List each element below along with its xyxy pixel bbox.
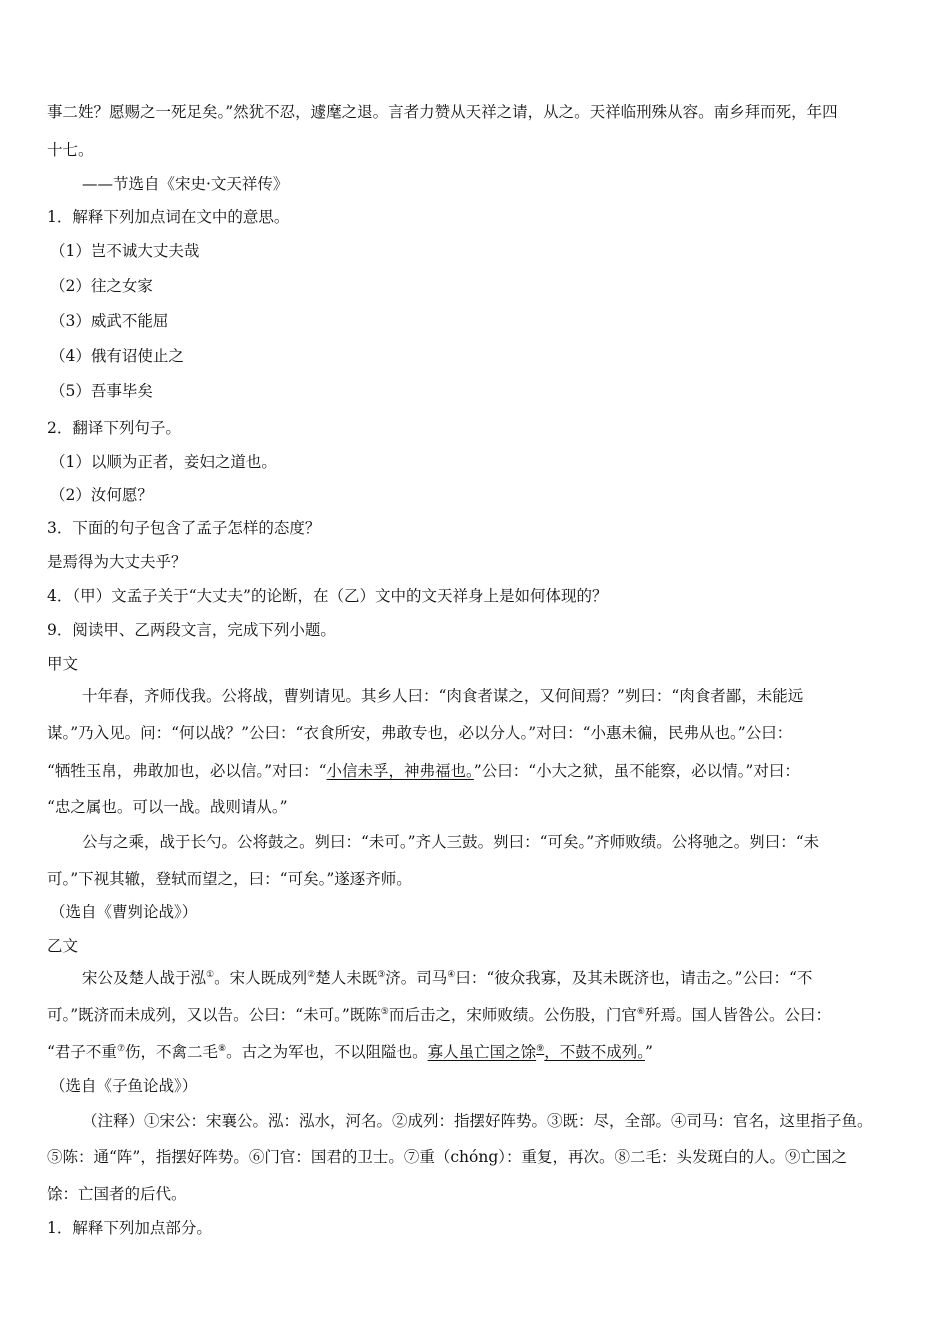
- question-1-item: （2）往之女家: [50, 277, 153, 295]
- notes-line: ⑤陈：通“阵”，指摆好阵势。⑥门官：国君的卫士。⑦重（chóng）：重复，再次。⑧二毛：头发斑白的人。⑨亡国之: [47, 1148, 848, 1166]
- question-3-title: 3．下面的句子包含了孟子怎样的态度？: [47, 519, 321, 537]
- passage-text: 歼焉。国人皆咎公。公曰：: [644, 1006, 831, 1024]
- passage-text: 伤，不禽二毛: [125, 1043, 219, 1061]
- passage-text: 。宋人既成列: [214, 969, 308, 987]
- passage-yi-line: [47, 1042, 910, 1062]
- footnote-marker: ④: [447, 969, 456, 980]
- passage-jia-line: 十年春，齐师伐我。公将战，曹刿请见。其乡人曰：“肉食者谋之，又何间焉？”刿曰：“肉食者鄙，未能远: [82, 687, 804, 705]
- passage-jia-source: （选自《曹刿论战》）: [50, 903, 198, 921]
- footnote-marker: ⑤: [380, 1006, 389, 1017]
- passage-jia-line: 可。”下视其辙，登轼而望之，曰：“可矣。”遂逐齐师。: [47, 870, 412, 888]
- passage-text: 楚人未既: [315, 969, 378, 987]
- question-1-item: （1）岂不诚大丈夫哉: [50, 242, 200, 260]
- passage-jia-line: [47, 761, 910, 781]
- sub-question-1-title: 1．解释下列加点部分。: [47, 1219, 212, 1237]
- footnote-marker: ⑦: [116, 1043, 126, 1054]
- underlined-sentence: 小信未孚，神弗福也。: [326, 762, 474, 780]
- underlined-sentence: 寡人虽亡国之馀: [427, 1043, 537, 1061]
- question-1-item: （4）俄有诏使止之: [50, 347, 184, 365]
- question-2-item: （2）汝何愿？: [50, 486, 153, 504]
- notes-line: 馀：亡国者的后代。: [47, 1185, 187, 1203]
- intro-line-1: 事二姓？愿赐之一死足矣。”然犹不忍，遽麾之退。言者力赞从天祥之请，从之。天祥临刑殊从容。南乡拜而死，年四: [47, 103, 838, 121]
- question-3-sentence: 是焉得为大丈夫乎？: [47, 553, 187, 571]
- passage-text: ”公曰：“小大之狱，虽不能察，必以情。”对曰：: [473, 762, 800, 780]
- footnote-marker: ⑥: [636, 1006, 645, 1017]
- passage-text: 曰：“彼众我寡，及其未既济也，请击之。”公曰：“不: [455, 969, 813, 987]
- question-1-title: 1．解释下列加点词在文中的意思。: [47, 208, 290, 226]
- passage-jia-line: 公与之乘，战于长勺。公将鼓之。刿曰：“未可。”齐人三鼓。刿曰：“可矣。”齐师败绩。公将驰之。刿曰：“未: [82, 833, 820, 851]
- passage-yi-label: 乙文: [47, 937, 79, 955]
- intro-line-2: 十七。: [47, 141, 94, 159]
- question-2-title: 2．翻译下列句子。: [47, 419, 181, 437]
- passage-jia-line: 谋。”乃入见。问：“何以战？”公曰：“衣食所安，弗敢专也，必以分人。”对曰：“小惠未徧，民弗从也。”公曰：: [47, 724, 793, 742]
- question-1-item: （5）吾事毕矣: [50, 382, 153, 400]
- passage-text: 可。”既济而未成列，又以告。公曰：“未可。”既陈: [47, 1006, 381, 1024]
- underlined-sentence: ，不鼓不成列。: [544, 1043, 645, 1061]
- passage-text: “牺牲玉帛，弗敢加也，必以信。”对曰：“: [47, 762, 327, 780]
- passage-jia-line: “忠之属也。可以一战。战则请从。”: [47, 798, 288, 816]
- passage-text: 宋公及楚人战于泓: [82, 969, 207, 987]
- source-citation: ——节选自《宋史·文天祥传》: [82, 175, 289, 193]
- question-2-item: （1）以顺为正者，妾妇之道也。: [50, 453, 277, 471]
- passage-text: 济。司马: [385, 969, 448, 987]
- notes-line: （注释）①宋公：宋襄公。泓：泓水，河名。②成列：指摆好阵势。③既：尽，全部。④司马：官名，这里指子鱼。: [82, 1112, 873, 1130]
- footnote-marker: ⑧: [218, 1043, 227, 1054]
- passage-yi-line: [82, 968, 910, 988]
- footnote-marker: ①: [206, 969, 215, 980]
- question-4-title: 4．（甲）文孟子关于“大丈夫”的论断，在（乙）文中的文天祥身上是如何体现的？: [47, 587, 608, 605]
- passage-text: 而后击之，宋师败绩。公伤股，门官: [388, 1006, 637, 1024]
- passage-text: ”: [644, 1043, 653, 1061]
- passage-text: 。古之为军也，不以阻隘也。: [226, 1043, 428, 1061]
- passage-text: “君子不重: [47, 1043, 117, 1061]
- passage-yi-line: [47, 1005, 910, 1025]
- footnote-marker: ⑨: [536, 1043, 545, 1054]
- footnote-marker: ②: [307, 969, 316, 980]
- question-1-item: （3）威武不能屈: [50, 312, 169, 330]
- footnote-marker: ③: [377, 969, 386, 980]
- question-9-title: 9．阅读甲、乙两段文言，完成下列小题。: [47, 621, 336, 639]
- passage-jia-label: 甲文: [47, 655, 79, 673]
- passage-yi-source: （选自《子鱼论战》）: [50, 1077, 198, 1095]
